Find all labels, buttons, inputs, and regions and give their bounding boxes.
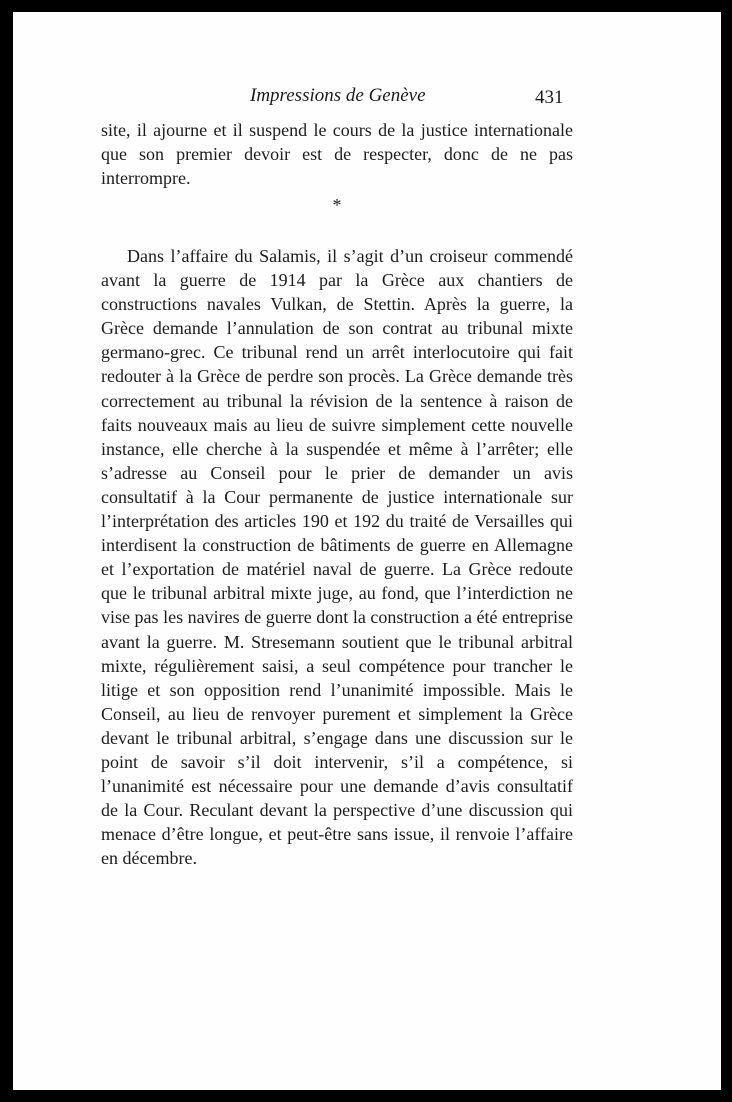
section-separator-asterisk: * [332,195,342,215]
running-title: Impressions de Genève [250,85,426,106]
page-header [13,85,721,109]
page-number: 431 [535,87,564,108]
continuation-paragraph: site, il ajourne et il suspend le cours de la justice internationale que son premier devoir est de respecter, donc de ne pas interrompre. [101,120,573,188]
salamis-paragraph: Dans l’affaire du Salamis, il s’agit d’un croiseur commendé avant la guerre de 1914 par la Grèce aux chantiers de constructions navales Vulkan, de Stettin. Après la guerre, la Grèce demande l’annulation de son contrat au tribunal mixte germano-grec. Ce tribunal rend un arrêt interlocutoire qui fait redouter à la Grèce de perdre son procès. La Grèce demande très correctement au tribunal la révision de la sentence à raison de faits nouveaux mais au lieu de suivre simplement cette nouvelle instance, elle cherche à la suspendée et même à l’arrêter; elle s’adresse au Conseil pour le prier de demander un avis consultatif à la Cour permanente de justice internationale sur l’interprétation des articles 190 et 192 du traité de Versailles qui interdisent la construction de bâtiments de guerre en Allemagne et l’exportation de matériel naval de guerre. La Grèce redoute que le tribunal arbitral mixte juge, au fond, que l’interdiction ne vise pas les navires de guerre dont la construction a été entreprise avant la guerre. M. Stresemann soutient que le tribunal arbitral mixte, régulièrement saisi, a seul compétence pour trancher le litige et son opposition rend l’unanimité impossible. Mais le Conseil, au lieu de renvoyer purement et simplement la Grèce devant le tribunal arbitral, s’engage dans une discussion sur le point de savoir s’il doit intervenir, s’il a compétence, si l’unanimité est nécessaire pour une demande d’avis consultatif de la Cour. Reculant devant la perspective d’une discussion qui menace d’être longue, et peut-être sans issue, il renvoie l’affaire en décembre. [101,246,573,869]
book-page [13,12,721,1090]
